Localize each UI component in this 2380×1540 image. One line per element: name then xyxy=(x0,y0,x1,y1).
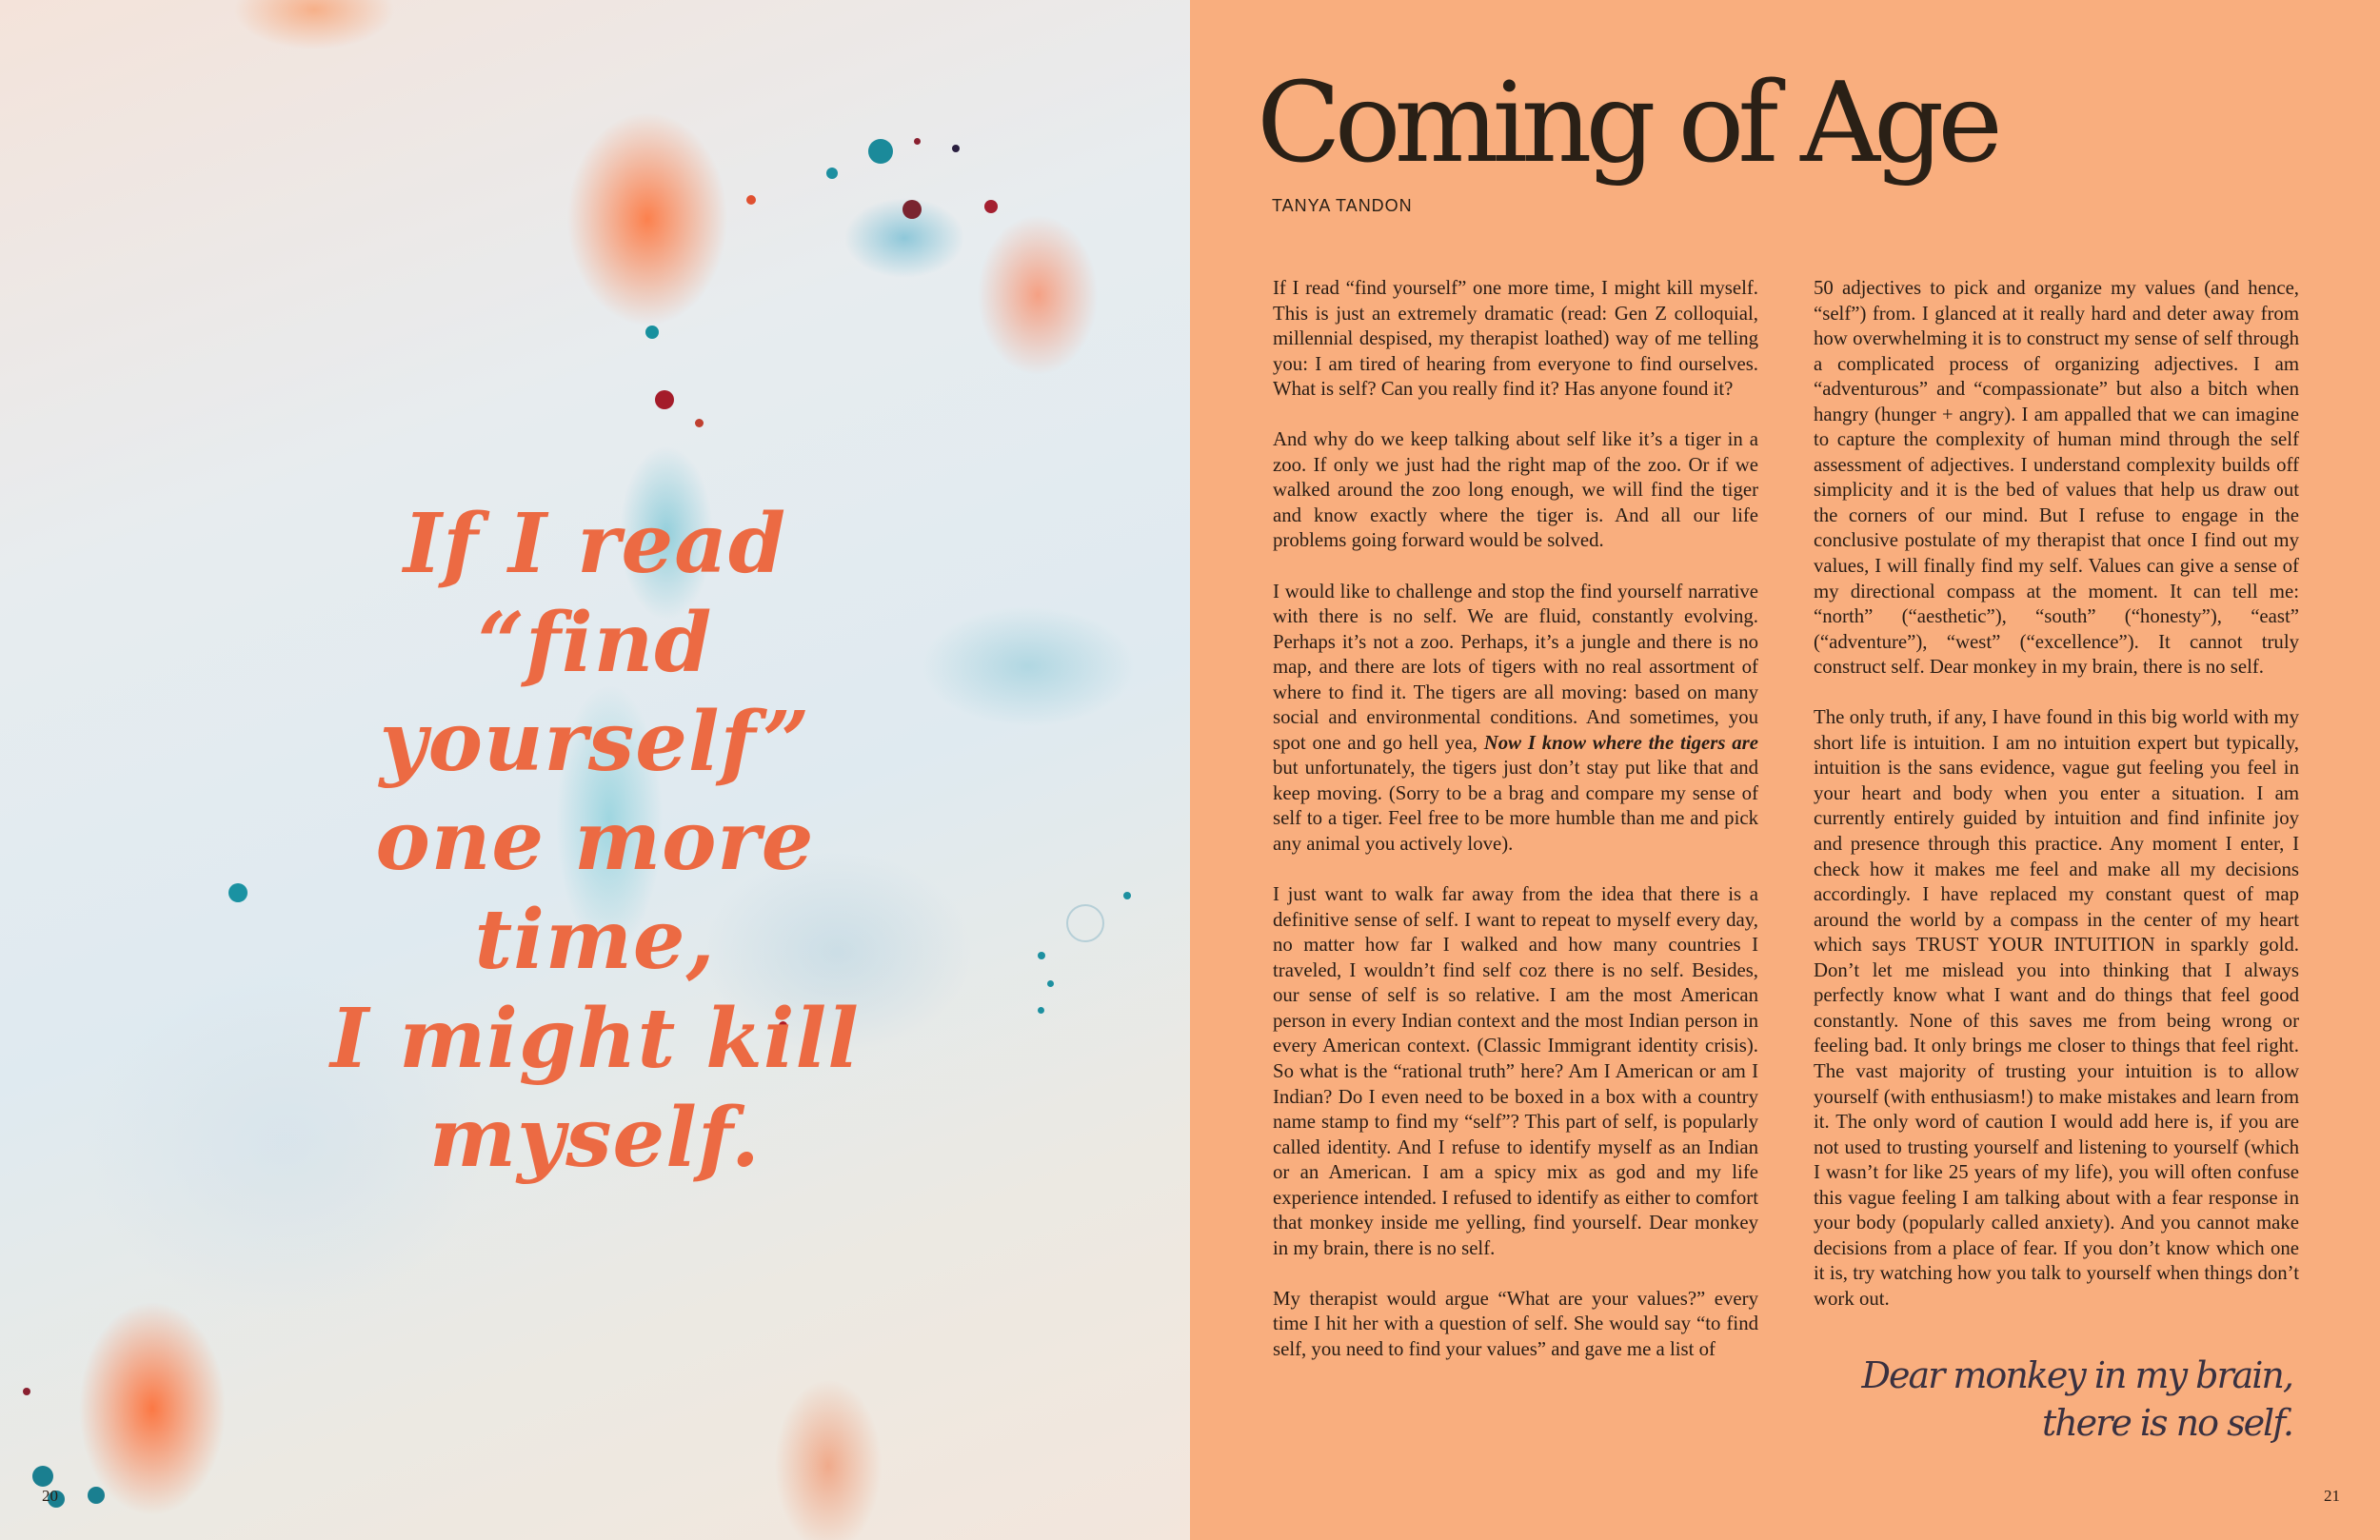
paint-droplet xyxy=(655,390,674,409)
paint-droplet xyxy=(868,139,893,164)
paragraph: 50 adjectives to pick and organize my values (and hence, “self”) from. I glanced at it really hard and deter away from how overwhelming it is to construct my sense of self through a complicated process of organizing adjectives. I am “adventurous” and “compassionate” but also a bitch when hangry (hunger + angry). I am appalled that we can imagine to capture the complexity of human mind through the self assessment of adjectives. I understand complexity builds off simplicity and it is the bed of values that help us draw out the corners of our mind. But I refuse to engage in the conclusive postulate of my therapist that once I find out my values, I will finally find my self. Values can give a sense of my directional compass at the moment. It can tell me: “north” (“aesthetic”), “south” (“honesty”), “east” (“adventure”), “west” (“excellence”). It cannot truly construct self. Dear monkey in my brain, there is no self. xyxy=(1814,277,2299,679)
paragraph: The only truth, if any, I have found in this big world with my short life is intuition. I am no intuition expert but typically, intuition is the sans evidence, vague gut feeling you feel in your heart and body when you enter a situation. I am currently entirely guided by intuition and find infinite joy and presence through this practice. Any moment I enter, I check how it makes me feel and make all my decisions accordingly. I have replaced my constant quest of map around the world by a compass in the center of my heart which says TRUST YOUR INTUITION in sparkly gold. Don’t let me mislead you into thinking that I always perfectly know what I want and do things that feel good constantly. None of this saves me from being wrong or feeling bad. It only brings me closer to things that feel right. The vast majority of trusting your intuition is to allow yourself (with enthusiasm!) to make mistakes and learn from it. The only word of caution I would add here is, if you are not used to trusting yourself and listening to yourself (which I wasn’t for like 25 years of my life), you will often confuse this vague feeling I am talking about with a fear response in your body (popularly called anxiety). And you cannot make decisions from a place of fear. If you don’t know which one it is, try watching how you talk to yourself when things don’t work out. xyxy=(1814,706,2299,1310)
paint-droplet xyxy=(23,1388,30,1395)
paint-droplet xyxy=(746,195,756,205)
paint-droplet xyxy=(228,883,248,902)
page-number-right: 21 xyxy=(2324,1487,2340,1505)
closing-quote-line: Dear monkey in my brain, xyxy=(1861,1354,2292,1396)
paint-droplet xyxy=(1047,980,1054,987)
paint-droplet xyxy=(902,200,922,219)
text-column-2 xyxy=(1814,276,2299,1337)
pull-quote xyxy=(286,495,904,1188)
paint-droplet xyxy=(88,1487,105,1504)
paint-droplet xyxy=(695,419,704,427)
paint-droplet xyxy=(1038,1007,1044,1014)
text-column-1 xyxy=(1273,276,1758,1388)
pull-quote-line: one more time, xyxy=(375,793,815,988)
author-byline: TANYA TANDON xyxy=(1272,196,1413,215)
closing-quote xyxy=(1862,1352,2292,1447)
closing-quote-line: there is no self. xyxy=(2041,1402,2292,1444)
paint-droplet xyxy=(914,138,921,145)
paragraph: And why do we keep talking about self like it’s a tiger in a zoo. If only we just had the right map of the zoo. Or if we walked around the zoo long enough, we will find the tiger and know exactly where the tiger is. And all our life problems going forward would be solved. xyxy=(1273,428,1758,552)
pull-quote-line: myself. xyxy=(429,1090,761,1186)
paragraph: I just want to walk far away from the idea that there is a definitive sense of self. I want to repeat to myself every day, no matter how far I walked and how many countries I traveled, I wouldn’t find self coz there is no self. Besides, our sense of self is so relative. I am the most American person in every Indian context and the most Indian person in every American context. (Classic Immigrant identity crisis). So what is the “rational truth” here? Am I American or am I Indian? Do I even need to be boxed in a box with a country name stamp to find my “self”? This part of self, is popularly called identity. And I refuse to identify myself as an Indian or an American. I am a spicy mix as god and my life experience intended. I refused to identify as either to comfort that monkey inside me yelling, find yourself. Dear monkey in my brain, there is no self. xyxy=(1273,883,1758,1259)
emphasis-text: Now I know where the tigers are xyxy=(1483,731,1758,754)
article-title: Coming of Age xyxy=(1257,59,1996,188)
pull-quote-line: I might kill xyxy=(330,991,860,1087)
paint-droplet xyxy=(1038,952,1045,959)
paint-droplet xyxy=(984,200,998,213)
paint-droplet xyxy=(645,326,659,339)
page-number-left: 20 xyxy=(42,1487,58,1505)
paint-bubble xyxy=(1066,904,1104,942)
right-page-article xyxy=(1190,0,2380,1540)
paragraph-text: but unfortunately, the tigers just don’t stay put like that and keep moving. (Sorry to be a brag and compare my sense of self to a tiger. Feel free to be more humble than me and pick any animal you actively love). xyxy=(1273,757,1758,856)
paint-droplet xyxy=(1123,892,1131,899)
pull-quote-line: If I read xyxy=(403,496,787,592)
paint-droplet xyxy=(32,1466,53,1487)
paragraph xyxy=(1273,580,1758,858)
paragraph-text: I would like to challenge and stop the find yourself narrative with there is no self. We are fluid, constantly evolving. Perhaps it’s not a zoo. Perhaps, it’s a jungle and there is no map, and there are lots of tigers with no real assortment of where to find it. The tigers are all moving: based on many social and environmental conditions. And sometimes, you spot one and go hell yea, xyxy=(1273,580,1758,754)
paint-droplet xyxy=(826,168,838,179)
paragraph: If I read “find yourself” one more time, I might kill myself. This is just an extremely dramatic (read: Gen Z colloquial, millennial despised, my therapist loathed) way of me telling you: I am tired of hearing from everyone to find ourselves. What is self? Can you really find it? Has anyone found it? xyxy=(1273,277,1758,401)
paint-droplet xyxy=(952,145,960,152)
pull-quote-line: “find yourself” xyxy=(379,595,811,790)
paragraph: My therapist would argue “What are your values?” every time I hit her with a question of self. She would say “to find self, you need to find your values” and gave me a list of xyxy=(1273,1287,1758,1360)
